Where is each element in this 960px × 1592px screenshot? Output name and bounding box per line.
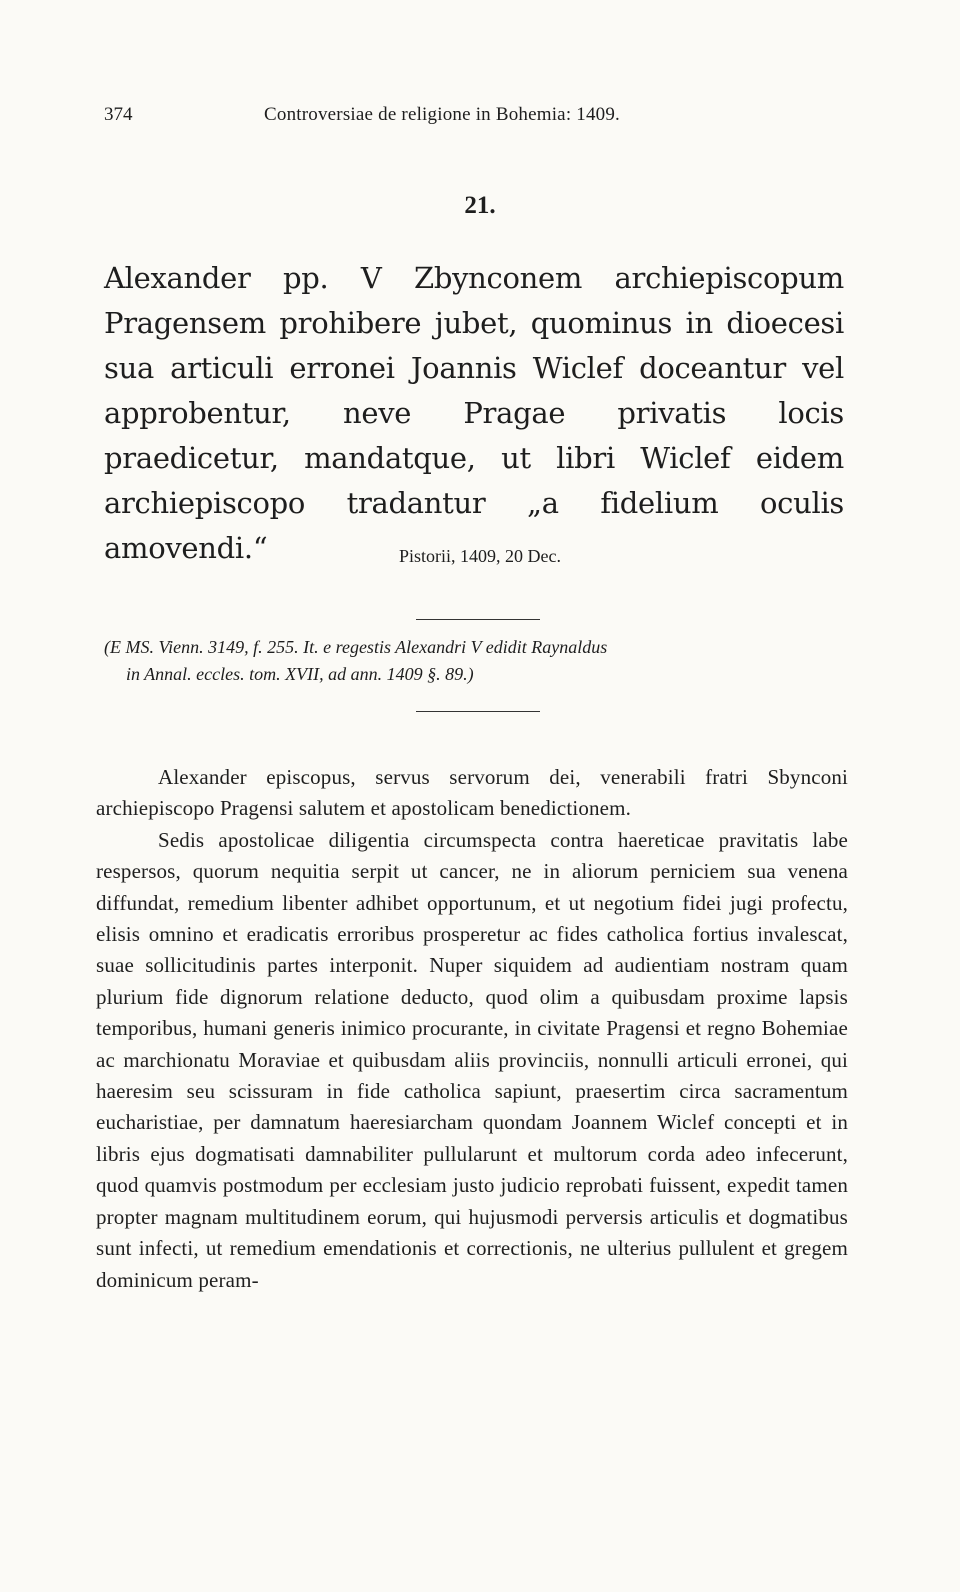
document-number: 21. xyxy=(464,192,496,219)
running-head xyxy=(104,104,844,134)
source-note xyxy=(104,634,844,688)
divider-rule-bottom xyxy=(416,711,540,712)
page-number: 374 xyxy=(104,104,133,125)
letter-body xyxy=(96,762,848,1296)
dateline: Pistorii, 1409, 20 Dec. xyxy=(399,546,561,566)
salutation-paragraph: Alexander episcopus, servus servorum dei, venerabili fratri Sbynconi archiepiscopo Pragensi salutem et apostolicam benedictionem. xyxy=(96,765,848,821)
source-note-line-2: in Annal. eccles. tom. XVII, ad ann. 1409 §. 89.) xyxy=(126,664,474,684)
running-title: Controversiae de religione in Bohemia: 1409. xyxy=(264,104,620,125)
divider-rule-top xyxy=(416,619,540,620)
document-summary: Alexander pp. V Zbynconem archiepiscopum Pragensem prohibere jubet, quominus in dioecesi sua articuli erronei Joannis Wiclef doceantur vel approbentur, neve Pragae privatis locis praedicetur, mandatque, ut libri Wiclef eidem archiepiscopo tradantur „a fidelium oculis amovendi.“ xyxy=(104,261,844,565)
body-paragraph: Sedis apostolicae diligentia circumspecta contra haereticae pravitatis labe respersos, quorum nequitia serpit ut cancer, ne in aliorum perniciem sua venena diffundat, remedium libenter adhibet opportunum, et ut negotium fidei jugi profectu, elisis omnino et eradicatis erroribus prosperetur ac fides catholica fortius invalescat, suae sollicitudinis partes interponit. Nuper siquidem ad audientiam nostram quam plurium fide dignorum relatione deducto, quod olim a quibusdam proxime lapsis temporibus, humani generis inimico procurante, in civitate Pragensi et regno Bohemiae ac marchionatu Moraviae et quibusdam aliis provinciis, nonnulli articuli erronei, qui haeresim seu scissuram in fide catholica sapiunt, praesertim circa sacramentum eucharistiae, per damnatum haeresiarcham quondam Joannem Wiclef concepti et in libris ejus dogmatisati damnabiliter pullularunt et multorum corda adeo infecerunt, quod quamvis postmodum per ecclesiam justo judicio reprobati fuissent, expedit tamen propter magnam multitudinem eorum, qui hujusmodi perversis articulis et dogmatibus sunt infecti, ut remedium emendationis et correctionis, ne ulterius pullulent et gregem dominicum peram- xyxy=(96,827,848,1292)
source-note-line-1: (E MS. Vienn. 3149, f. 255. It. e regestis Alexandri V edidit Raynaldus xyxy=(104,637,608,657)
